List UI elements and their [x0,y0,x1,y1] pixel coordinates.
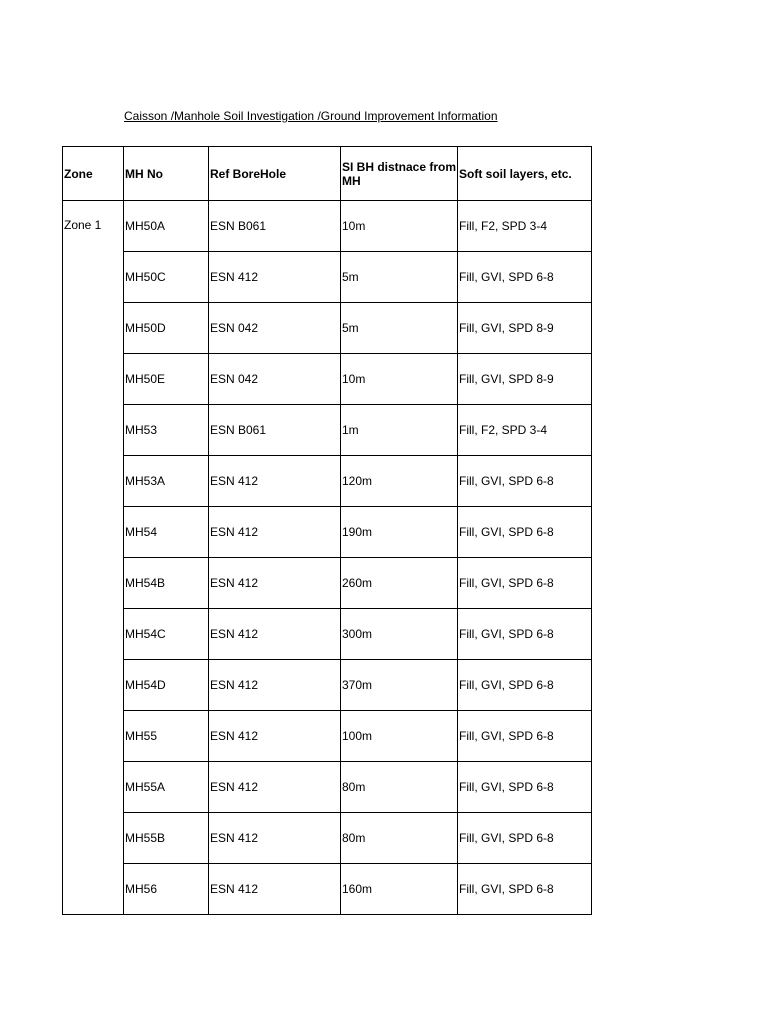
ref-borehole-cell: ESN 412 [209,660,341,711]
ref-borehole-cell: ESN 412 [209,813,341,864]
ref-borehole-cell: ESN 412 [209,711,341,762]
mh-no-cell: MH56 [124,864,209,915]
mh-no-cell: MH55B [124,813,209,864]
table-row [63,456,592,507]
table-row [63,660,592,711]
distance-cell: 370m [341,660,458,711]
table-row [63,762,592,813]
mh-no-cell: MH55 [124,711,209,762]
soft-soil-cell: Fill, GVI, SPD 6-8 [458,762,592,813]
table-row [63,507,592,558]
ref-borehole-cell: ESN 412 [209,507,341,558]
mh-no-cell: MH50E [124,354,209,405]
ref-borehole-cell: ESN 412 [209,864,341,915]
table-body [63,201,592,915]
table-row [63,201,592,252]
distance-cell: 300m [341,609,458,660]
mh-no-cell: MH54B [124,558,209,609]
table-row [63,609,592,660]
mh-no-cell: MH53 [124,405,209,456]
distance-cell: 160m [341,864,458,915]
table-header-row [63,147,592,201]
mh-no-cell: MH55A [124,762,209,813]
ref-borehole-cell: ESN 412 [209,252,341,303]
table-row [63,354,592,405]
ref-borehole-cell: ESN B061 [209,201,341,252]
soft-soil-cell: Fill, GVI, SPD 6-8 [458,660,592,711]
header-soft-soil-layers: Soft soil layers, etc. [458,147,592,201]
ref-borehole-cell: ESN 412 [209,558,341,609]
soft-soil-cell: Fill, F2, SPD 3-4 [458,405,592,456]
mh-no-cell: MH54 [124,507,209,558]
soft-soil-cell: Fill, GVI, SPD 6-8 [458,711,592,762]
ref-borehole-cell: ESN 412 [209,609,341,660]
ref-borehole-cell: ESN 412 [209,762,341,813]
distance-cell: 190m [341,507,458,558]
distance-cell: 100m [341,711,458,762]
soft-soil-cell: Fill, GVI, SPD 8-9 [458,303,592,354]
table-row [63,711,592,762]
soft-soil-cell: Fill, GVI, SPD 8-9 [458,354,592,405]
ref-borehole-cell: ESN 412 [209,456,341,507]
distance-cell: 5m [341,303,458,354]
mh-no-cell: MH50D [124,303,209,354]
document-title: Caisson /Manhole Soil Investigation /Ground Improvement Information [124,109,498,123]
distance-cell: 5m [341,252,458,303]
soft-soil-cell: Fill, GVI, SPD 6-8 [458,813,592,864]
soft-soil-cell: Fill, GVI, SPD 6-8 [458,252,592,303]
table-row [63,303,592,354]
mh-no-cell: MH54D [124,660,209,711]
distance-cell: 10m [341,201,458,252]
table-row [63,558,592,609]
soft-soil-cell: Fill, GVI, SPD 6-8 [458,456,592,507]
mh-no-cell: MH50C [124,252,209,303]
mh-no-cell: MH50A [124,201,209,252]
soft-soil-cell: Fill, GVI, SPD 6-8 [458,507,592,558]
distance-cell: 120m [341,456,458,507]
distance-cell: 260m [341,558,458,609]
ref-borehole-cell: ESN B061 [209,405,341,456]
zone-cell: Zone 1 [63,201,124,915]
mh-no-cell: MH53A [124,456,209,507]
table-row [63,405,592,456]
distance-cell: 1m [341,405,458,456]
distance-cell: 10m [341,354,458,405]
soft-soil-cell: Fill, GVI, SPD 6-8 [458,558,592,609]
soil-investigation-table [62,146,592,915]
ref-borehole-cell: ESN 042 [209,354,341,405]
header-ref-borehole: Ref BoreHole [209,147,341,201]
header-mh-no: MH No [124,147,209,201]
table-row [63,813,592,864]
soft-soil-cell: Fill, F2, SPD 3-4 [458,201,592,252]
distance-cell: 80m [341,762,458,813]
header-zone: Zone [63,147,124,201]
soft-soil-cell: Fill, GVI, SPD 6-8 [458,864,592,915]
ref-borehole-cell: ESN 042 [209,303,341,354]
mh-no-cell: MH54C [124,609,209,660]
soft-soil-cell: Fill, GVI, SPD 6-8 [458,609,592,660]
table-row [63,864,592,915]
header-si-bh-distance: SI BH distnace from MH [341,147,458,201]
table-row [63,252,592,303]
distance-cell: 80m [341,813,458,864]
